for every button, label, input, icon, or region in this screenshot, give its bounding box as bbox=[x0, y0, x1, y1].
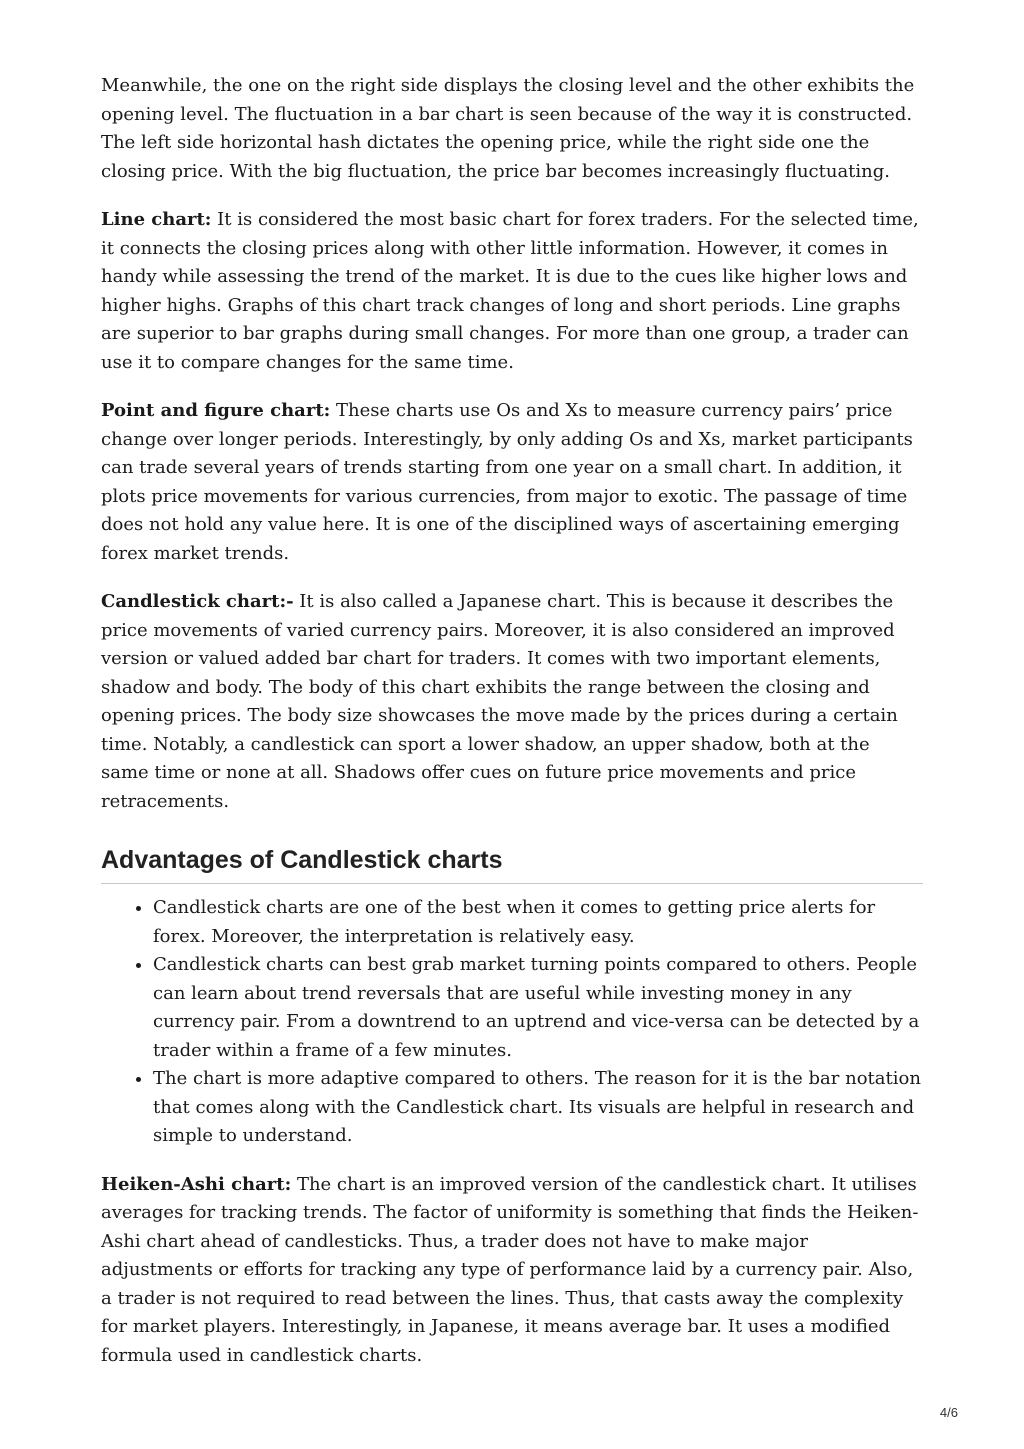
candlestick-term: Candlestick chart:- bbox=[101, 591, 294, 612]
line-chart-paragraph bbox=[101, 206, 923, 377]
point-figure-text: These charts use Os and Xs to measure currency pairs’ price change over longer periods. Interestingly, by only adding Os and Xs, market participants can trade several years of trends starting from one year on a small chart. In addition, it plots price movements for various currencies, from major to exotic. The passage of time does not hold any value here. It is one of the disciplined ways of ascertaining emerging forex market trends. bbox=[101, 400, 913, 564]
advantages-list bbox=[101, 894, 923, 1151]
heiken-ashi-term: Heiken-Ashi chart: bbox=[101, 1173, 292, 1195]
section-heading: Advantages of Candlestick charts bbox=[101, 846, 923, 884]
point-figure-paragraph bbox=[101, 397, 923, 568]
intro-paragraph: Meanwhile, the one on the right side displays the closing level and the other exhibits the opening level. The fluctuation in a bar chart is seen because of the way it is constructed. The left side horizontal hash dictates the opening price, while the right side one the closing price. With the big fluctuation, the price bar becomes increasingly fluctuating. bbox=[101, 75, 915, 182]
list-item: • Candlestick charts can best grab market turning points compared to others. People can learn about trend reversals that are useful while investing money in any currency pair. From a downtrend to an uptrend and vice-versa can be detected by a trader within a frame of a few minutes. bbox=[153, 951, 923, 1065]
list-item: • The chart is more adaptive compared to others. The reason for it is the bar notation that comes along with the Candlestick chart. Its visuals are helpful in research and simple to understand. bbox=[153, 1065, 923, 1151]
line-chart-text: It is considered the most basic chart for forex traders. For the selected time, it connects the closing prices along with other little information. However, it comes in handy while assessing the trend of the market. It is due to the cues like higher lows and higher highs. Graphs of this chart track changes of long and short periods. Line graphs are superior to bar graphs during small changes. For more than one group, a trader can use it to compare changes for the same time. bbox=[101, 209, 919, 373]
candlestick-paragraph bbox=[101, 588, 923, 816]
candlestick-text: It is also called a Japanese chart. This is because it describes the price movements of varied currency pairs. Moreover, it is also considered an improved version or valued added bar chart for traders. It comes with two important elements, shadow and body. The body of this chart exhibits the range between the closing and opening prices. The body size showcases the move made by the prices during a certain time. Notably, a candlestick can sport a lower shadow, an upper shadow, both at the same time or none at all. Shadows offer cues on future price movements and price retracements. bbox=[101, 591, 898, 812]
point-figure-term: Point and figure chart: bbox=[101, 400, 331, 421]
line-chart-term: Line chart: bbox=[101, 209, 212, 230]
page-number: 4/6 bbox=[939, 1405, 958, 1420]
heiken-ashi-text: The chart is an improved version of the candlestick chart. It utilises averages for tracking trends. The factor of uniformity is something that finds the Heiken-Ashi chart ahead of candlesticks. Thus, a trader does not have to make major adjustments or efforts for tracking any type of performance laid by a currency pair. Also, a trader is not required to read between the lines. Thus, that casts away the complexity for market players. Interestingly, in Japanese, it means average bar. It uses a modified formula used in candlestick charts. bbox=[101, 1173, 919, 1366]
heiken-ashi-paragraph bbox=[101, 1171, 923, 1371]
document-body bbox=[101, 72, 923, 1390]
list-item: • Candlestick charts are one of the best when it comes to getting price alerts for forex. Moreover, the interpretation is relatively easy. bbox=[153, 894, 923, 951]
